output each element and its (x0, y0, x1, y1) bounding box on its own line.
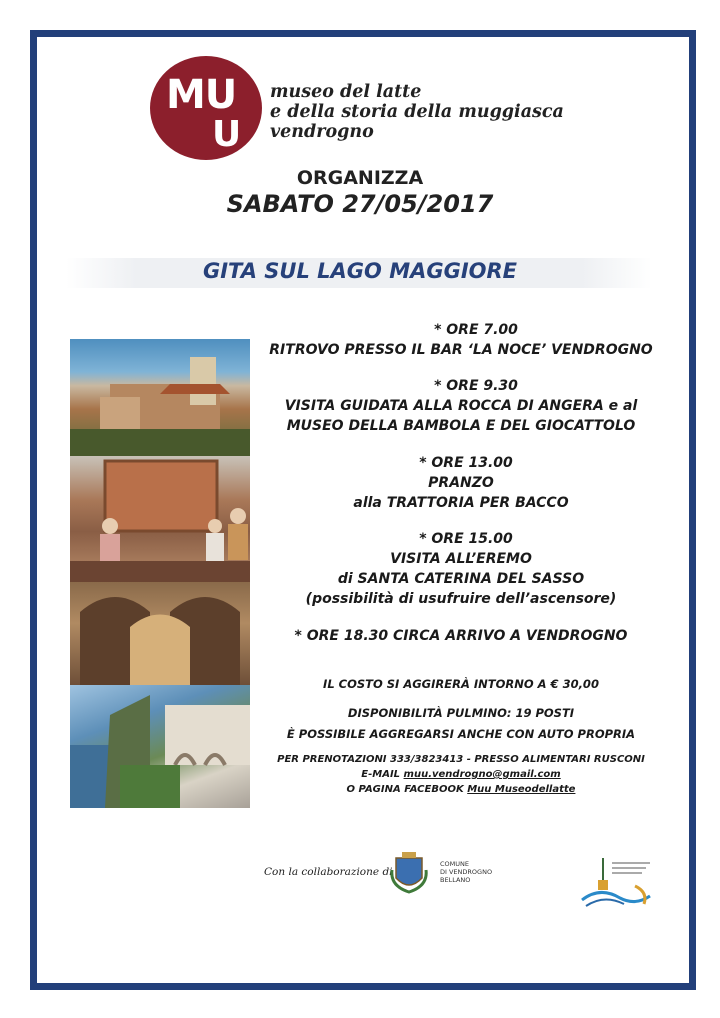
booking-info: PER PRENOTAZIONI 333/3823413 - PRESSO ALIMENTARI RUSCONI (277, 754, 645, 765)
museum-name-line3: vendrogno (270, 122, 374, 142)
event-date: SABATO 27/05/2017 (226, 190, 494, 218)
cost-info: IL COSTO SI AGGIRERÀ INTORNO A € 30,00 (323, 677, 599, 691)
photo-rocca-angera (70, 339, 250, 456)
program-time: * ORE 15.00 (419, 531, 513, 547)
program-time: * ORE 9.30 (434, 378, 518, 394)
program-time: * ORE 7.00 (434, 322, 518, 338)
program-line: VISITA ALL’EREMO (390, 551, 532, 567)
program-line: VISITA GUIDATA ALLA ROCCA DI ANGERA e al (284, 398, 638, 414)
trip-title: GITA SUL LAGO MAGGIORE (202, 259, 517, 283)
comune-text (440, 860, 492, 884)
facebook-link[interactable]: Muu Museodellatte (467, 784, 576, 795)
comune-line1: COMUNE (440, 860, 469, 868)
church-illustration (70, 582, 250, 685)
facebook-info (262, 784, 660, 795)
own-car-info: È POSSIBILE AGGREGARSI ANCHE CON AUTO PROPRIA (286, 727, 636, 741)
comune-line3: BELLANO (440, 876, 471, 884)
program-item-3 (262, 455, 660, 511)
organizza-label: ORGANIZZA (296, 167, 424, 189)
program-line: PRANZO (428, 475, 494, 491)
program-line: RITROVO PRESSO IL BAR ‘LA NOCE’ VENDROGNO (269, 342, 653, 358)
facebook-label: O PAGINA FACEBOOK (346, 784, 464, 795)
program-line: MUSEO DELLA BAMBOLA E DEL GIOCATTOLO (286, 418, 636, 434)
logo-text-u: U (212, 114, 241, 155)
program-item-5 (262, 628, 660, 644)
program-item-1 (262, 322, 660, 358)
museum-name-line2: e della storia della muggiasca (270, 102, 564, 122)
collaboration-label: Con la collaborazione di (264, 866, 393, 878)
logo-text-mu: MU (166, 72, 237, 118)
comune-crest-icon (390, 850, 428, 894)
email-link[interactable]: muu.vendrogno@gmail.com (403, 769, 561, 780)
program-time: * ORE 18.30 CIRCA ARRIVO A VENDROGNO (294, 628, 628, 644)
dolls-illustration (70, 456, 250, 582)
program-time: * ORE 13.00 (419, 455, 513, 471)
castle-illustration (70, 339, 250, 456)
photo-santa-caterina (70, 685, 250, 808)
availability-info: DISPONIBILITÀ PULMINO: 19 POSTI (347, 706, 575, 720)
program-line: di SANTA CATERINA DEL SASSO (337, 571, 585, 587)
museum-name-line1: museo del latte (270, 82, 422, 102)
program-line: (possibilità di usufruire dell’ascensore) (305, 591, 617, 607)
program-line: alla TRATTORIA PER BACCO (353, 495, 569, 511)
email-label: E-MAIL (361, 769, 401, 780)
museum-name (270, 82, 564, 142)
email-info (262, 769, 660, 780)
hermitage-illustration (70, 685, 250, 808)
photo-doll-museum (70, 456, 250, 582)
comune-line2: DI VENDROGNO (440, 868, 493, 876)
lake-logo-icon (580, 856, 652, 912)
muu-logo (150, 56, 262, 160)
program-item-4 (262, 531, 660, 607)
photo-church-interior (70, 582, 250, 685)
program-item-2 (262, 378, 660, 434)
